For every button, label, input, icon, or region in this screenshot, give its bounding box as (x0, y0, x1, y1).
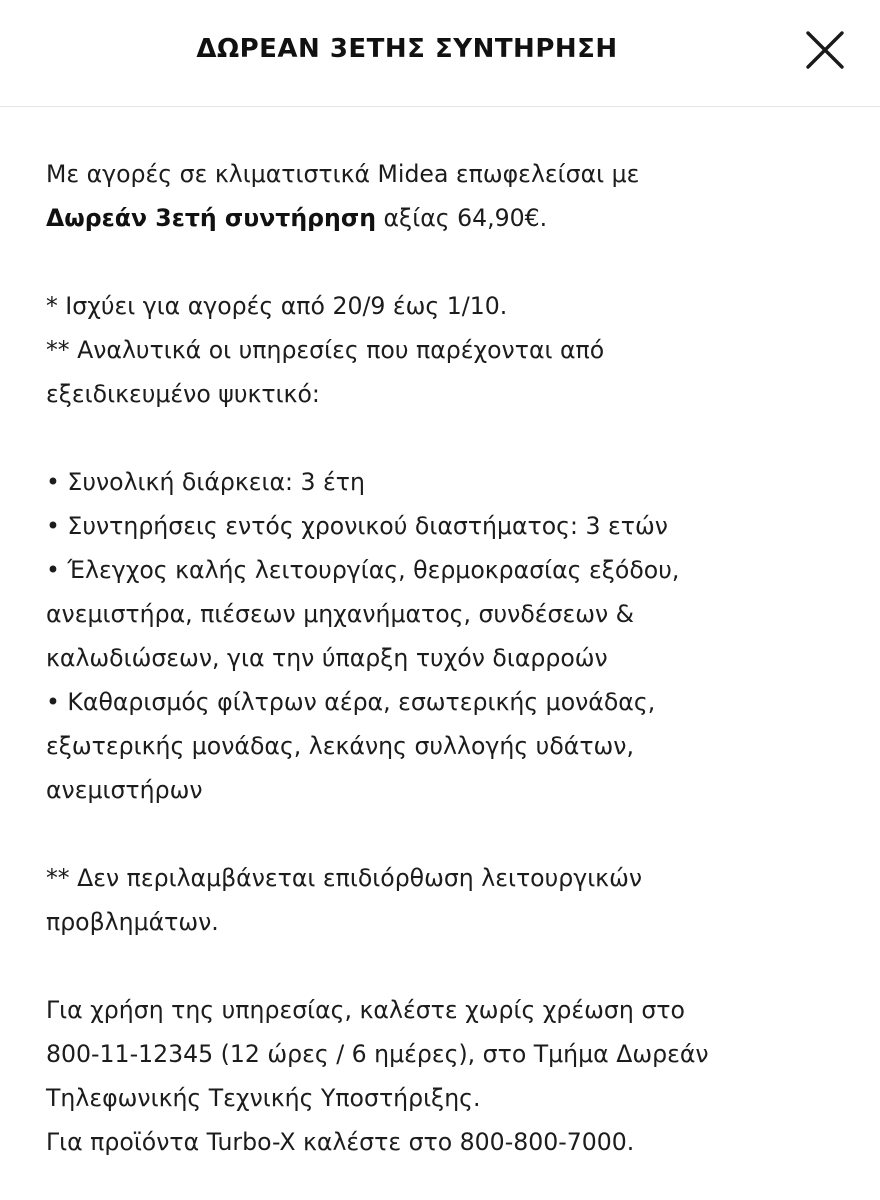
intro-line-2 (46, 196, 846, 240)
exclusion-line-2: προβλημάτων. (46, 908, 219, 936)
spacer (46, 240, 846, 284)
bullet-check-line-1: • Έλεγχος καλής λειτουργίας, θερμοκρασίας εξόδου, (46, 556, 680, 584)
bullet-check-line-3: καλωδιώσεων, για την ύπαρξη τυχόν διαρροών (46, 644, 608, 672)
bullet-duration: • Συνολική διάρκεια: 3 έτη (46, 468, 365, 496)
modal-title: ΔΩΡΕΑΝ 3ΕΤΗΣ ΣΥΝΤΗΡΗΣΗ (196, 34, 618, 64)
modal-body (46, 152, 846, 1164)
intro-rest-text: αξίας 64,90€. (376, 204, 548, 232)
bullet-cleaning-line-2: εξωτερικής μονάδας, λεκάνης συλλογής υδάτων, (46, 732, 634, 760)
services-note-line-1: ** Αναλυτικά οι υπηρεσίες που παρέχονται από (46, 336, 605, 364)
contact-line-1: Για χρήση της υπηρεσίας, καλέστε χωρίς χρέωση στο (46, 996, 685, 1024)
bullet-cleaning-line-3: ανεμιστήρων (46, 776, 203, 804)
spacer (46, 416, 846, 460)
spacer (46, 944, 846, 988)
bullet-cleaning-line-1: • Καθαρισμός φίλτρων αέρα, εσωτερικής μονάδας, (46, 688, 656, 716)
services-note-line-2: εξειδικευμένο ψυκτικό: (46, 380, 320, 408)
contact-line-2: 800-11-12345 (12 ώρες / 6 ημέρες), στο Τμήμα Δωρεάν (46, 1040, 709, 1068)
contact-line-3: Τηλεφωνικής Τεχνικής Υποστήριξης. (46, 1084, 481, 1112)
bullet-check-line-2: ανεμιστήρα, πιέσεων μηχανήματος, συνδέσεων & (46, 600, 635, 628)
close-button[interactable] (800, 28, 850, 74)
close-icon (800, 28, 850, 74)
modal-header (0, 0, 880, 107)
intro-bold-text: Δωρεάν 3ετή συντήρηση (46, 204, 376, 232)
bullet-maintenance-period: • Συντηρήσεις εντός χρονικού διαστήματος: 3 ετών (46, 512, 668, 540)
validity-note: * Ισχύει για αγορές από 20/9 έως 1/10. (46, 292, 508, 320)
contact-line-4: Για προϊόντα Turbo-X καλέστε στο 800-800-7000. (46, 1128, 635, 1156)
intro-line-1: Με αγορές σε κλιματιστικά Midea επωφελείσαι με (46, 160, 640, 188)
spacer (46, 812, 846, 856)
exclusion-line-1: ** Δεν περιλαμβάνεται επιδιόρθωση λειτουργικών (46, 864, 643, 892)
